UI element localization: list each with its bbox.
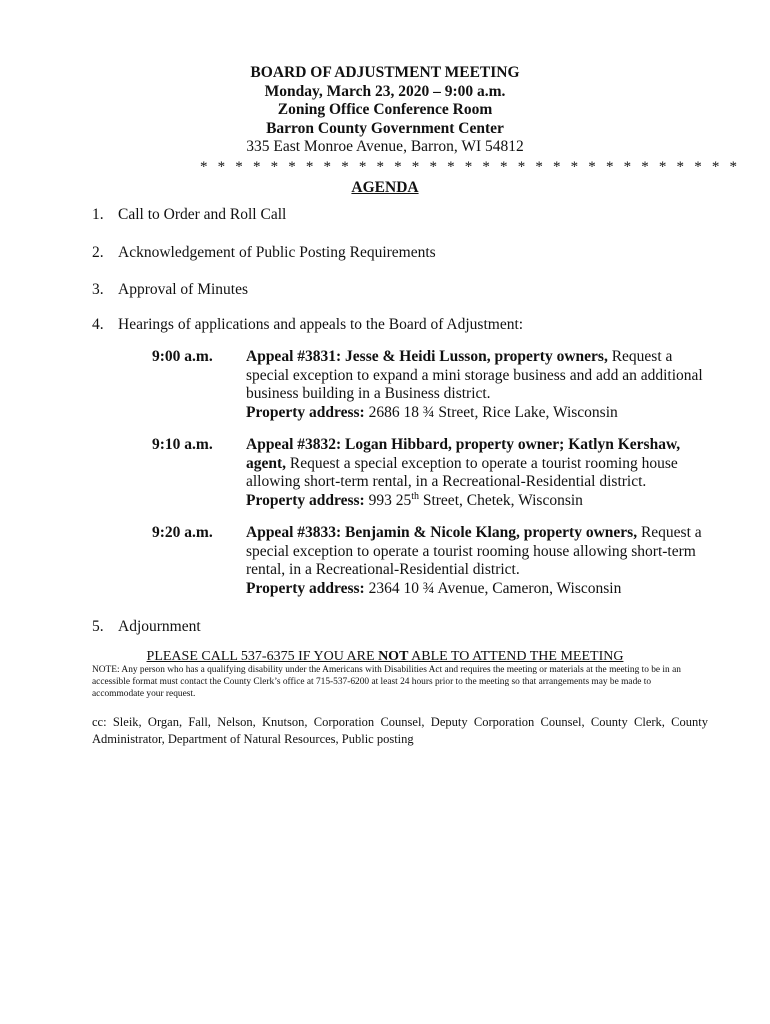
appeal-body	[246, 348, 712, 422]
document-header	[200, 64, 741, 197]
notice-text: PLEASE CALL 537-6375 IF YOU ARE	[146, 649, 379, 664]
item-number: 3.	[92, 281, 104, 298]
appeal-heading: Appeal #3831: Jesse & Heidi Lusson, property owners,	[246, 348, 608, 365]
appeal-heading: Appeal #3833: Benjamin & Nicole Klang, property owners,	[246, 524, 638, 541]
agenda-item	[92, 281, 248, 299]
ordinal-suffix: th	[411, 490, 419, 502]
hearing-time: 9:00 a.m.	[152, 348, 213, 365]
hearing-time: 9:10 a.m.	[152, 436, 213, 453]
appeal-heading: Appeal #3832: Logan Hibbard, property owner; Katlyn Kershaw, agent,	[246, 436, 681, 472]
meeting-title: BOARD OF ADJUSTMENT MEETING	[250, 64, 520, 81]
star-divider: * * * * * * * * * * * * * * * * * * * * * * * * * * * * * * *	[200, 158, 741, 175]
agenda-heading: AGENDA	[351, 178, 419, 196]
property-address-label: Property address:	[246, 403, 365, 421]
item-text: Acknowledgement of Public Posting Requirements	[118, 244, 436, 261]
property-address: 993 25	[364, 491, 412, 509]
item-text: Hearings of applications and appeals to the Board of Adjustment:	[118, 316, 524, 333]
item-number: 2.	[92, 244, 104, 261]
notice-text-end: ABLE TO ATTEND THE MEETING	[408, 649, 624, 664]
agenda-item	[92, 206, 286, 224]
item-number: 4.	[92, 316, 104, 333]
ada-note: NOTE: Any person who has a qualifying disability under the Americans with Disabilities Act and requires the meeting or materials at the meeting to be in an accessible format must contact the County Clerk’s office at 715-537-6200 at least 24 hours prior to the meeting so that arrangements may be made to accommodate your request.	[92, 665, 681, 699]
property-address-label: Property address:	[246, 579, 365, 597]
item-number: 5.	[92, 618, 104, 635]
appeal-body	[246, 524, 712, 598]
property-address: 2686 18 ¾ Street, Rice Lake, Wisconsin	[364, 403, 618, 421]
appeal-description: Request a special exception to operate a tourist rooming house allowing short-term rental, in a Recreational-Residential district.	[246, 454, 678, 490]
agenda-item	[92, 618, 201, 636]
cc-list: cc: Sleik, Organ, Fall, Nelson, Knutson, Corporation Counsel, Deputy Corporation Counsel, County Clerk, County Administrator, Department of Natural Resources, Public posting	[92, 715, 708, 746]
meeting-address: 335 East Monroe Avenue, Barron, WI 54812	[246, 138, 524, 155]
notice-emphasis: NOT	[378, 649, 409, 664]
appeal-description: Request a special exception to operate a tourist rooming house allowing short-term rental, in a Recreational-Residential district.	[246, 524, 702, 578]
appeal-description: Request a special exception to expand a mini storage business and add an additional business building in a Business district.	[246, 348, 703, 402]
meeting-building: Barron County Government Center	[266, 119, 504, 137]
item-text: Adjournment	[118, 618, 201, 635]
agenda-item	[92, 316, 523, 334]
item-text: Approval of Minutes	[118, 281, 249, 298]
item-number: 1.	[92, 206, 104, 223]
meeting-room: Zoning Office Conference Room	[277, 101, 493, 118]
property-address: 2364 10 ¾ Avenue, Cameron, Wisconsin	[364, 579, 622, 597]
attendance-notice	[0, 649, 770, 665]
appeal-body	[246, 436, 712, 510]
property-address-label: Property address:	[246, 491, 365, 509]
item-text: Call to Order and Roll Call	[118, 206, 287, 223]
hearing-time: 9:20 a.m.	[152, 524, 213, 541]
agenda-item	[92, 244, 436, 262]
meeting-date: Monday, March 23, 2020 – 9:00 a.m.	[264, 82, 506, 100]
property-address-rest: Street, Chetek, Wisconsin	[418, 491, 583, 509]
